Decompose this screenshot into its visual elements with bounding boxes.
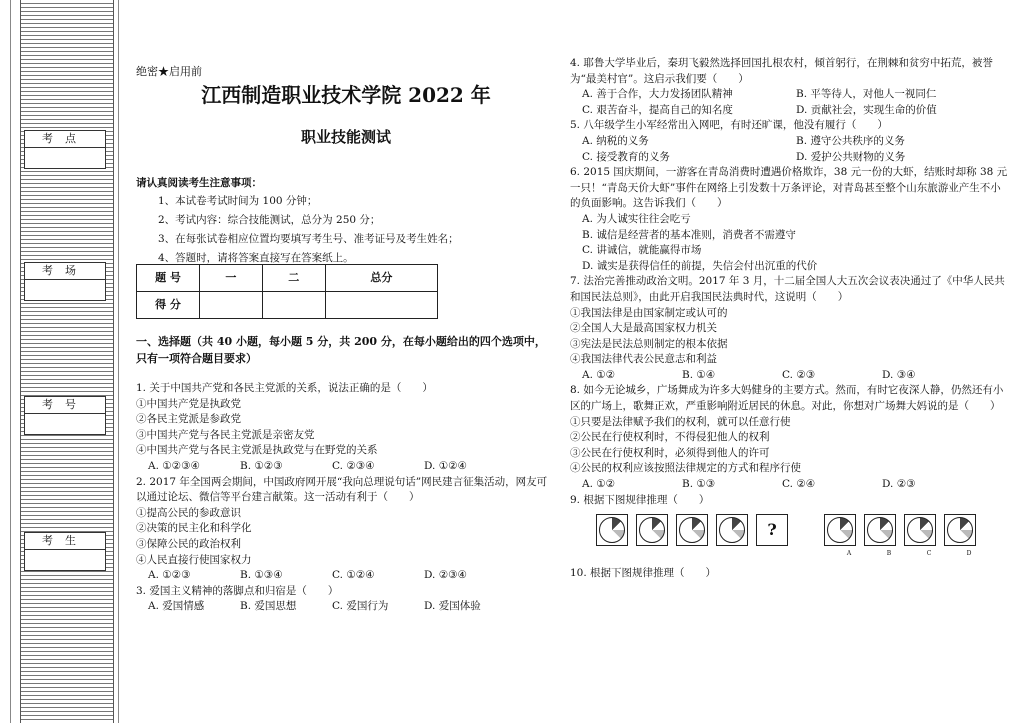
exam-title: 江西制造职业技术学院 2022 年: [201, 83, 491, 107]
pattern-sequence: [596, 514, 788, 562]
question-stem: 4. 耶鲁大学毕业后，秦玥飞毅然选择回国扎根农村，倾首躬行，在荆棘和贫穷中拓荒，被誉为“最美村官”。这启示我们要（ ）: [570, 57, 993, 85]
statement: ③保障公民的政治权利: [136, 537, 241, 550]
notice-item: 4、答题时，请将答案直接写在答案纸上。: [158, 251, 354, 264]
option[interactable]: D. 爱国体验: [424, 600, 481, 613]
options: [570, 134, 1010, 150]
statement: ②公民在行使权利时，不得侵犯他人的权利: [570, 431, 770, 444]
score-header-cell: 一: [200, 265, 263, 292]
option[interactable]: D. 爱护公共财物的义务: [796, 150, 906, 163]
option[interactable]: B. 遵守公共秩序的义务: [796, 134, 905, 147]
statement: ①我国法律是由国家制定或认可的: [570, 306, 728, 319]
statement: ①只要是法律赋予我们的权利，就可以任意行使: [570, 415, 791, 428]
options: [570, 103, 1010, 119]
statement: ③宪法是民法总则制定的根本依据: [570, 337, 728, 350]
notice-item: 2、考试内容：综合技能测试，总分为 250 分；: [158, 213, 381, 226]
option[interactable]: C. 接受教育的义务: [582, 150, 670, 163]
question-stem: 10. 根据下图规律推理（ ）: [570, 566, 717, 579]
option[interactable]: C. ②④: [782, 478, 816, 491]
option[interactable]: B. ①③: [682, 478, 716, 491]
field-label: 考点: [25, 131, 105, 148]
score-table: [136, 264, 438, 319]
choice-label: A: [846, 550, 852, 558]
option[interactable]: C. ②③④: [332, 459, 375, 472]
pattern-circle-icon: [636, 514, 668, 546]
option[interactable]: D. ②③: [882, 478, 916, 491]
statement: ④我国法律代表公民意志和利益: [570, 353, 717, 366]
notice-heading: 请认真阅读考生注意事项：: [136, 177, 262, 189]
option[interactable]: A. 善于合作，大力发扬团队精神: [582, 88, 733, 101]
option[interactable]: B. ①②③: [240, 459, 283, 472]
score-input-cell[interactable]: [262, 292, 325, 319]
student-field[interactable]: [24, 532, 106, 571]
option[interactable]: A. ①②③④: [148, 459, 200, 472]
section-heading: 一、选择题（共 40 小题，每小题 5 分，共 200 分，在每小题给出的四个选项中，只有一项符合题目要求）: [136, 335, 546, 365]
statement: ④人民直接行使国家权力: [136, 553, 252, 566]
field-label: 考场: [25, 263, 105, 280]
options: [570, 368, 1010, 384]
option[interactable]: D. ①②④: [424, 459, 467, 472]
options: [136, 599, 556, 615]
option[interactable]: B. ①③④: [240, 569, 283, 582]
notice-item: 3、在每张试卷相应位置均要填写考生号、准考证号及考生姓名；: [158, 232, 459, 245]
option[interactable]: B. ①④: [682, 368, 716, 381]
option[interactable]: D. ③④: [882, 368, 916, 381]
choice-label: B: [886, 550, 892, 558]
options: [136, 568, 556, 584]
question-stem: 9. 根据下图规律推理（ ）: [570, 493, 710, 506]
option[interactable]: A. 为人诚实往往会吃亏: [582, 212, 691, 225]
choice-circle-icon[interactable]: [824, 514, 856, 546]
options: [136, 459, 556, 475]
question-stem: 7. 法治完善推动政治文明。2017 年 3 月，十二届全国人大五次会议表决通过了《中华人民共和国民法总则》，由此开启我国民法典时代，这说明（ ）: [570, 275, 1005, 303]
left-questions: [136, 381, 556, 615]
exam-site-field[interactable]: [24, 130, 106, 169]
binding-margin: [0, 0, 122, 723]
statement: ③中国共产党与各民主党派是亲密友党: [136, 428, 315, 441]
binding-line: [118, 0, 119, 723]
exam-subtitle: 职业技能测试: [300, 128, 391, 146]
question-stem: 6. 2015 国庆期间，一游客在青岛消费时遭遇价格欺诈，38 元一份的大虾，结账时却称 38 元一只！“青岛天价大虾”事件在网络上引发数十万条评论，对青岛甚至整个山东旅游业产生不小的负面影响。这告诉我们（ ）: [570, 166, 1008, 210]
option[interactable]: B. 平等待人，对他人一视同仁: [796, 88, 937, 101]
statement: ④公民的权利应该按照法律规定的方式和程序行使: [570, 462, 801, 475]
option[interactable]: C. 爱国行为: [332, 600, 389, 613]
question-stem: 8. 如今无论城乡，广场舞成为许多大妈健身的主要方式。然而，有时它夜深人静，仍然还有小区的广场上，歌舞正欢，严重影响附近居民的休息。对此，你想对广场舞大妈说的是（ ）: [570, 384, 1004, 413]
statement: ④中国共产党与各民主党派是执政党与在野党的关系: [136, 444, 378, 457]
score-header-cell: 总分: [325, 265, 437, 292]
statement: ③公民在行使权利时，必须得到他人的许可: [570, 446, 770, 459]
score-input-cell[interactable]: [200, 292, 263, 319]
choice-labels: [836, 546, 982, 562]
choice-circle-icon[interactable]: [864, 514, 896, 546]
option[interactable]: B. 诚信是经营者的基本准则，消费者不需遵守: [582, 228, 796, 241]
options: [570, 150, 1010, 166]
option[interactable]: A. ①②: [582, 368, 616, 381]
pattern-circle-icon: [676, 514, 708, 546]
statement: ①提高公民的参政意识: [136, 506, 241, 519]
pattern-circle-icon: [716, 514, 748, 546]
exam-number-field[interactable]: [24, 396, 106, 435]
choice-circle-icon[interactable]: [944, 514, 976, 546]
notice-block: [136, 176, 556, 268]
field-label: 考生: [25, 533, 105, 550]
score-header-cell: 二: [262, 265, 325, 292]
score-label-cell: 得 分: [137, 292, 200, 319]
option[interactable]: C. 讲诚信，就能赢得市场: [582, 244, 702, 257]
right-questions: [570, 56, 1010, 581]
binding-ruled-area: [20, 0, 114, 723]
pattern-circle-icon: [596, 514, 628, 546]
option[interactable]: D. ②③④: [424, 569, 467, 582]
options: [570, 477, 1010, 493]
question-stem: 3. 爱国主义精神的落脚点和归宿是（ ）: [136, 584, 339, 597]
score-header-cell: 题 号: [137, 265, 200, 292]
option[interactable]: D. 贡献社会，实现生命的价值: [796, 103, 937, 116]
score-input-cell[interactable]: [325, 292, 437, 319]
question-stem: 5. 八年级学生小军经常出入网吧，有时还旷课，他没有履行（ ）: [570, 119, 888, 132]
statement: ①中国共产党是执政党: [136, 397, 241, 410]
option[interactable]: C. 艰苦奋斗，提高自己的知名度: [582, 103, 733, 116]
question-stem: 1. 关于中国共产党和各民主党派的关系，说法正确的是（ ）: [136, 382, 433, 394]
choice-circle-icon[interactable]: [904, 514, 936, 546]
option[interactable]: A. 爱国情感: [148, 600, 205, 613]
option[interactable]: A. 纳税的义务: [582, 134, 649, 147]
option[interactable]: A. ①②③: [148, 569, 191, 582]
notice-item: 1、本试卷考试时间为 100 分钟；: [158, 194, 318, 207]
statement: ②各民主党派是参政党: [136, 413, 241, 426]
question-mark-box: ?: [756, 514, 788, 546]
statement: ②全国人大是最高国家权力机关: [570, 322, 717, 335]
option[interactable]: A. ①②: [582, 478, 616, 491]
pattern-figures: [596, 514, 1010, 562]
pattern-choices: [824, 514, 982, 562]
options: [570, 87, 1010, 103]
choice-label: D: [966, 550, 972, 558]
binding-line: [10, 0, 11, 723]
option[interactable]: C. ②③: [782, 368, 816, 381]
option[interactable]: C. ①②④: [332, 569, 375, 582]
secret-mark: 绝密★启用前: [136, 65, 202, 78]
field-label: 考号: [25, 397, 105, 414]
statement: ②决策的民主化和科学化: [136, 522, 252, 535]
question-stem: 2. 2017 年全国两会期间，中国政府网开展“我向总理说句话”网民建言征集活动，网友可以通过论坛、微信等平台建言献策。这一活动有利于（ ）: [136, 475, 548, 504]
choice-label: C: [926, 550, 932, 558]
option[interactable]: B. 爱国思想: [240, 600, 297, 613]
exam-room-field[interactable]: [24, 262, 106, 301]
option[interactable]: D. 诚实是获得信任的前提，失信会付出沉重的代价: [582, 259, 818, 272]
